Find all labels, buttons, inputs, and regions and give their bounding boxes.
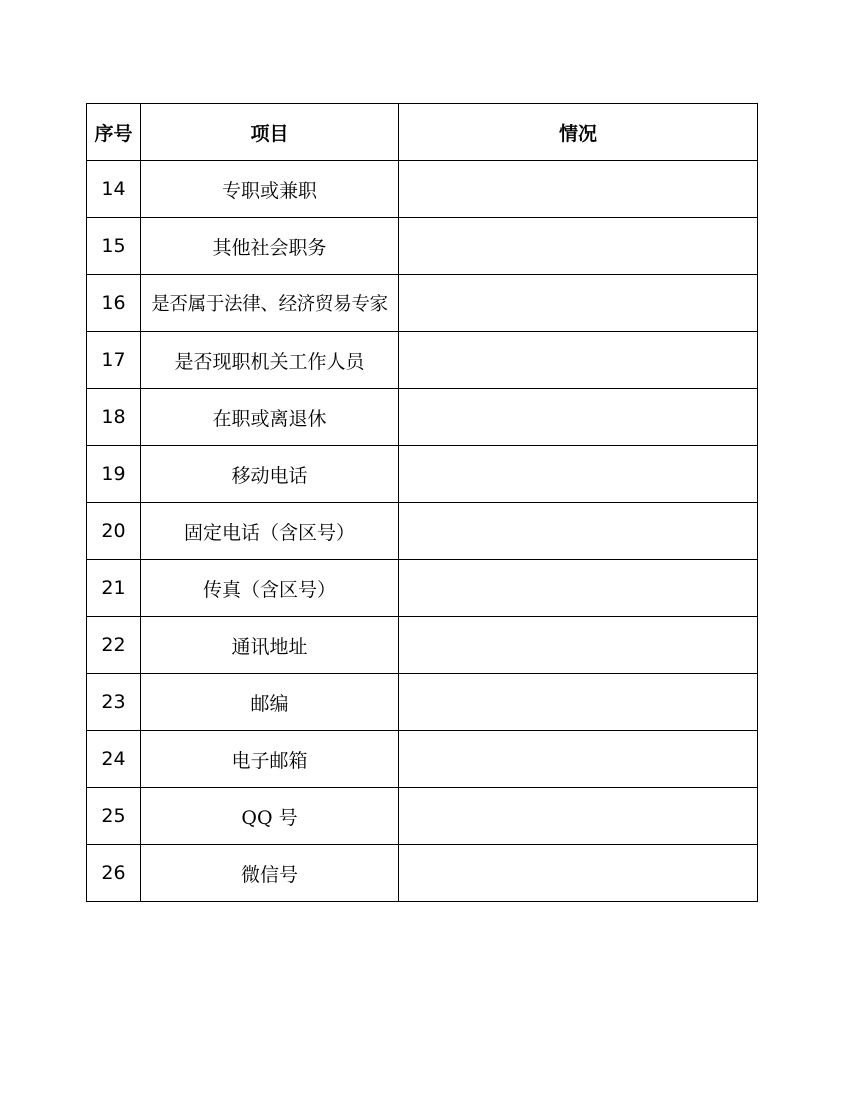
header-number: 序号 [87,104,141,161]
row-item: 是否现职机关工作人员 [141,332,399,389]
table-row [87,560,758,617]
info-form-table [86,103,758,902]
row-status-cell[interactable] [399,560,758,617]
row-status-cell[interactable] [399,332,758,389]
row-status-cell[interactable] [399,845,758,902]
row-item: 邮编 [141,674,399,731]
row-number: 18 [87,389,141,446]
row-number: 16 [87,275,141,332]
row-number: 14 [87,161,141,218]
table-row [87,788,758,845]
table-header-row [87,104,758,161]
row-status-cell[interactable] [399,503,758,560]
row-number: 17 [87,332,141,389]
table-row [87,332,758,389]
row-item: QQ 号 [141,788,399,845]
row-item: 在职或离退休 [141,389,399,446]
row-number: 21 [87,560,141,617]
row-number: 24 [87,731,141,788]
table-row [87,275,758,332]
row-item: 专职或兼职 [141,161,399,218]
table-row [87,389,758,446]
row-number: 25 [87,788,141,845]
row-status-cell[interactable] [399,674,758,731]
row-status-cell[interactable] [399,731,758,788]
row-number: 23 [87,674,141,731]
row-status-cell[interactable] [399,617,758,674]
row-item: 固定电话（含区号） [141,503,399,560]
row-status-cell[interactable] [399,218,758,275]
row-status-cell[interactable] [399,275,758,332]
row-item: 微信号 [141,845,399,902]
table-row [87,617,758,674]
row-status-cell[interactable] [399,788,758,845]
row-status-cell[interactable] [399,389,758,446]
row-number: 15 [87,218,141,275]
table-row [87,446,758,503]
row-status-cell[interactable] [399,161,758,218]
row-number: 20 [87,503,141,560]
row-number: 22 [87,617,141,674]
row-number: 19 [87,446,141,503]
row-item: 电子邮箱 [141,731,399,788]
table-row [87,503,758,560]
row-item: 是否属于法律、经济贸易专家 [141,275,399,332]
table-row [87,218,758,275]
row-number: 26 [87,845,141,902]
row-item: 通讯地址 [141,617,399,674]
header-item: 项目 [141,104,399,161]
row-item: 其他社会职务 [141,218,399,275]
table-row [87,731,758,788]
row-item: 传真（含区号） [141,560,399,617]
row-status-cell[interactable] [399,446,758,503]
table-row [87,674,758,731]
table-row [87,845,758,902]
row-item: 移动电话 [141,446,399,503]
header-status: 情况 [399,104,758,161]
table-row [87,161,758,218]
